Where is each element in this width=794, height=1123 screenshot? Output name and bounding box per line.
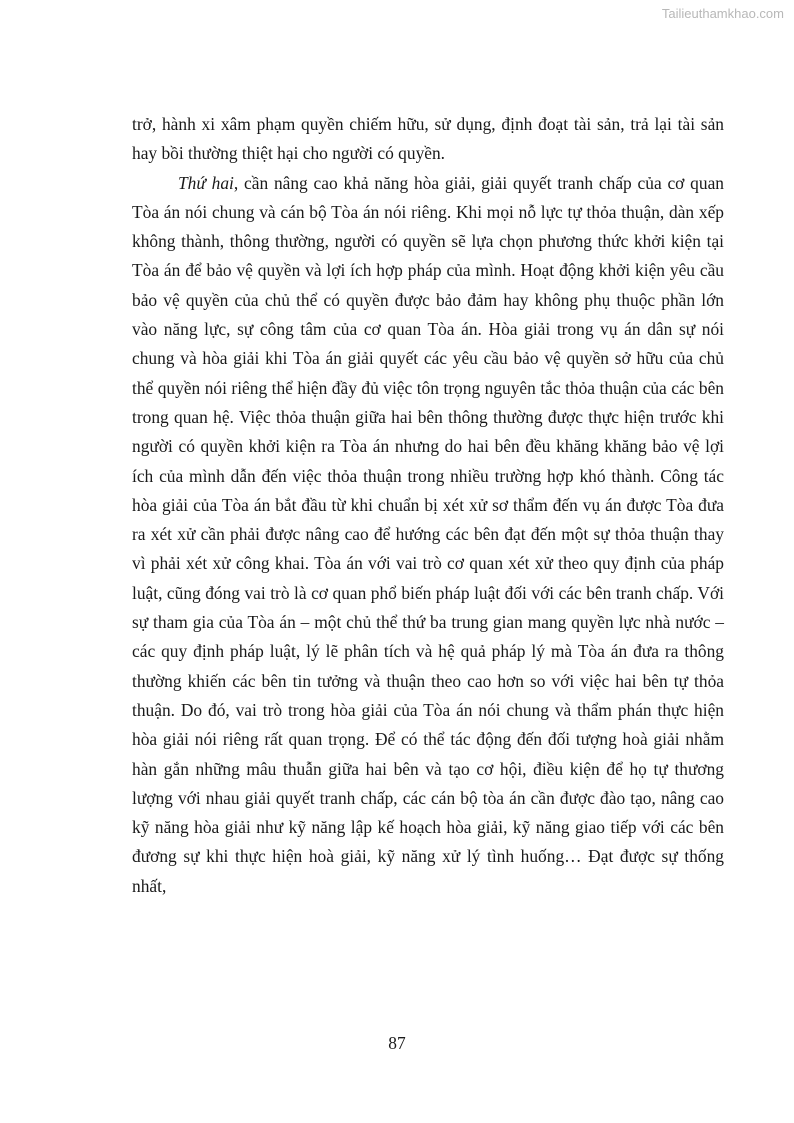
page-body <box>132 110 724 901</box>
watermark: Tailieuthamkhao.com <box>661 6 784 21</box>
paragraph-2 <box>132 169 724 901</box>
page-number: 87 <box>388 1033 406 1053</box>
paragraph-1: trở, hành xi xâm phạm quyền chiếm hữu, sử dụng, định đoạt tài sản, trả lại tài sản hay bồi thường thiệt hại cho người có quyền. <box>132 114 724 164</box>
paragraph-2-text: , cần nâng cao khả năng hòa giải, giải quyết tranh chấp của cơ quan Tòa án nói chung và cán bộ Tòa án nói riêng. Khi mọi nỗ lực tự thỏa thuận, dàn xếp không thành, thông thường, người có quyền sẽ lựa chọn phương thức khởi kiện tại Tòa án để bảo vệ quyền và lợi ích hợp pháp của mình. Hoạt động khởi kiện yêu cầu bảo vệ quyền của chủ thể có quyền được bảo đảm hay không phụ thuộc phần lớn vào năng lực, sự công tâm của cơ quan Tòa án. Hòa giải trong vụ án dân sự nói chung và hòa giải khi Tòa án giải quyết các yêu cầu bảo vệ quyền sở hữu của chủ thể quyền nói riêng thể hiện đầy đủ việc tôn trọng nguyên tắc thỏa thuận của các bên trong quan hệ. Việc thỏa thuận giữa hai bên thông thường được thực hiện trước khi người có quyền khởi kiện ra Tòa án nhưng do hai bên đều khăng khăng bảo vệ lợi ích của mình dẫn đến việc thỏa thuận trong nhiều trường hợp khó thành. Công tác hòa giải của Tòa án bắt đầu từ khi chuẩn bị xét xử sơ thẩm đến vụ án được Tòa đưa ra xét xử cần phải được nâng cao để hướng các bên đạt đến một sự thỏa thuận thay vì phải xét xử công khai. Tòa án với vai trò cơ quan xét xử theo quy định của pháp luật, cũng đóng vai trò là cơ quan phổ biến pháp luật đối với các bên tranh chấp. Với sự tham gia của Tòa án – một chủ thể thứ ba trung gian mang quyền lực nhà nước – các quy định pháp luật, lý lẽ phân tích và hệ quả pháp lý mà Tòa án đưa ra thông thường khiến các bên tin tưởng và thuận theo cao hơn so với việc hai bên tự thỏa thuận. Do đó, vai trò trong hòa giải của Tòa án nói chung và thẩm phán thực hiện hòa giải nói riêng rất quan trọng. Để có thể tác động đến đối tượng hoà giải nhằm hàn gắn những mâu thuẫn giữa hai bên và tạo cơ hội, điều kiện để họ tự thương lượng với nhau giải quyết tranh chấp, các cán bộ tòa án cần được đào tạo, nâng cao kỹ năng hòa giải như kỹ năng lập kế hoạch hòa giải, kỹ năng giao tiếp với các bên đương sự khi thực hiện hoà giải, kỹ năng xử lý tình huống… Đạt được sự thống nhất, <box>132 172 724 896</box>
paragraph-2-lead: Thứ hai <box>178 172 234 193</box>
